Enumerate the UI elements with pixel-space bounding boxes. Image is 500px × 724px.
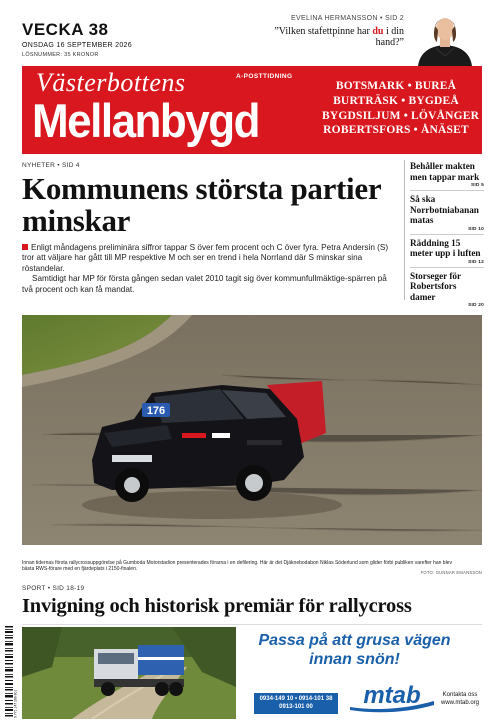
ad-phone-line: 0913-101 00	[279, 703, 313, 710]
issue-price: LÖSNUMMER: 35 KRONOR	[22, 52, 99, 58]
side-column	[410, 158, 484, 308]
rallycross-car-image	[22, 315, 482, 545]
side-teaser-page: SID 12	[468, 259, 484, 265]
side-teaser-page: SID 5	[471, 183, 484, 188]
lead-headline[interactable]: Kommunens största partier minskar	[22, 171, 381, 238]
ad-website: www.mtab.org	[440, 700, 479, 706]
side-teaser-headline: Behåller makten men tappar mark	[410, 161, 480, 182]
side-teaser-headline: Räddning 15 meter upp i luften	[410, 237, 481, 258]
lead-body	[22, 243, 397, 295]
lead-kicker[interactable]: NYHETER • SID 4	[22, 162, 80, 169]
side-teaser[interactable]	[410, 191, 484, 235]
side-teaser[interactable]	[410, 268, 484, 311]
ad-slogan: Passa på att grusa vägen innan snön!	[258, 632, 451, 668]
barcode-number: 9 771 147 286 801	[13, 689, 18, 718]
masthead-place-line: BURTRÄSK • BYGDEÅ	[333, 94, 459, 107]
car-number: 176	[146, 405, 166, 417]
sport-kicker[interactable]: SPORT • SID 18-19	[22, 585, 85, 592]
photo-caption: Innan tidernas första rallycrossuppgörelse på Gumboda Motorstadion presenterades förarna i en defilering. Här är det Djäknebodabon Niklas Söderlund som glider förbi publiken varefter han blev bästa RWS-förare med en fjärdeplats i 2150-finalen.	[22, 560, 452, 573]
ad-contact[interactable]	[438, 691, 482, 707]
masthead-tag: A-POSTTIDNING	[236, 73, 293, 80]
week-label: VECKA 38	[22, 20, 109, 39]
top-strip	[0, 0, 500, 66]
teaser-quote-start: ”Vilken stafettpinne har	[274, 26, 373, 37]
gravel-truck-image	[22, 627, 236, 719]
barcode-icon	[4, 624, 18, 720]
masthead-place-line: BYGDSILJUM • LÖVÅNGER	[322, 109, 480, 122]
main-photo[interactable]	[22, 315, 482, 545]
ad-contact-label: Kontakta oss	[442, 692, 478, 698]
masthead-subtitle: Västerbottens	[36, 68, 186, 97]
bullet-square-icon	[22, 244, 28, 250]
ad-photo	[22, 627, 236, 719]
lead-paragraph: Samtidigt har MP för första gången sedan valet 2010 tagit sig över kommunfullmäktige-spärren på två procent och kan få mandat.	[22, 274, 387, 294]
column-divider	[404, 160, 405, 300]
mtab-logo-text: mtab	[363, 682, 421, 709]
barcode	[4, 624, 18, 720]
masthead[interactable]	[22, 66, 482, 154]
side-teaser-page: SID 20	[468, 303, 484, 308]
teaser-quote[interactable]	[274, 26, 404, 48]
mtab-logo-icon	[346, 681, 438, 713]
side-teaser-page: SID 10	[468, 226, 484, 232]
issue-date: ONSDAG 16 SEPTEMBER 2026	[22, 42, 132, 49]
teaser-kicker[interactable]: EVELINA HERMANSSON • SID 2	[291, 15, 404, 22]
mtab-logo[interactable]	[346, 681, 438, 713]
teaser-portrait[interactable]	[412, 8, 478, 66]
masthead-place-line: ROBERTSFORS • ÅNÄSET	[323, 124, 469, 137]
masthead-places	[322, 79, 480, 138]
person-portrait-image	[412, 8, 478, 66]
side-teaser[interactable]	[410, 158, 484, 191]
lead-paragraph-text: Enligt måndagens preliminära siffror tappar S över fem procent och C över fyra. Petra Andersin (S) tror att väljare har gått till MP respektive M och ser en trend i hela Norrland där S minskar sina röstandelar.	[22, 243, 389, 273]
side-teaser[interactable]	[410, 235, 484, 268]
teaser-quote-highlight: du	[372, 26, 384, 37]
masthead-place-line: BOTSMARK • BUREÅ	[335, 80, 457, 92]
lead-paragraph	[22, 243, 397, 274]
teaser-quote-end: i din hand?”	[375, 26, 404, 48]
photo-credit: FOTO: GUNNAR EMANSSON	[420, 570, 482, 575]
masthead-title: Mellanbygd	[32, 95, 260, 148]
side-teaser-headline: Storseger för Robertsfors damer	[410, 270, 461, 302]
ad-phone-numbers[interactable]	[254, 693, 338, 714]
advertisement[interactable]	[22, 624, 482, 720]
ad-phone-line: 0934-149 10 • 0914-101 38	[259, 696, 333, 702]
side-teaser-headline: Så ska Norrbotniabanan matas	[410, 194, 479, 225]
sport-headline[interactable]: Invigning och historisk premiär för rallycross	[22, 595, 412, 617]
